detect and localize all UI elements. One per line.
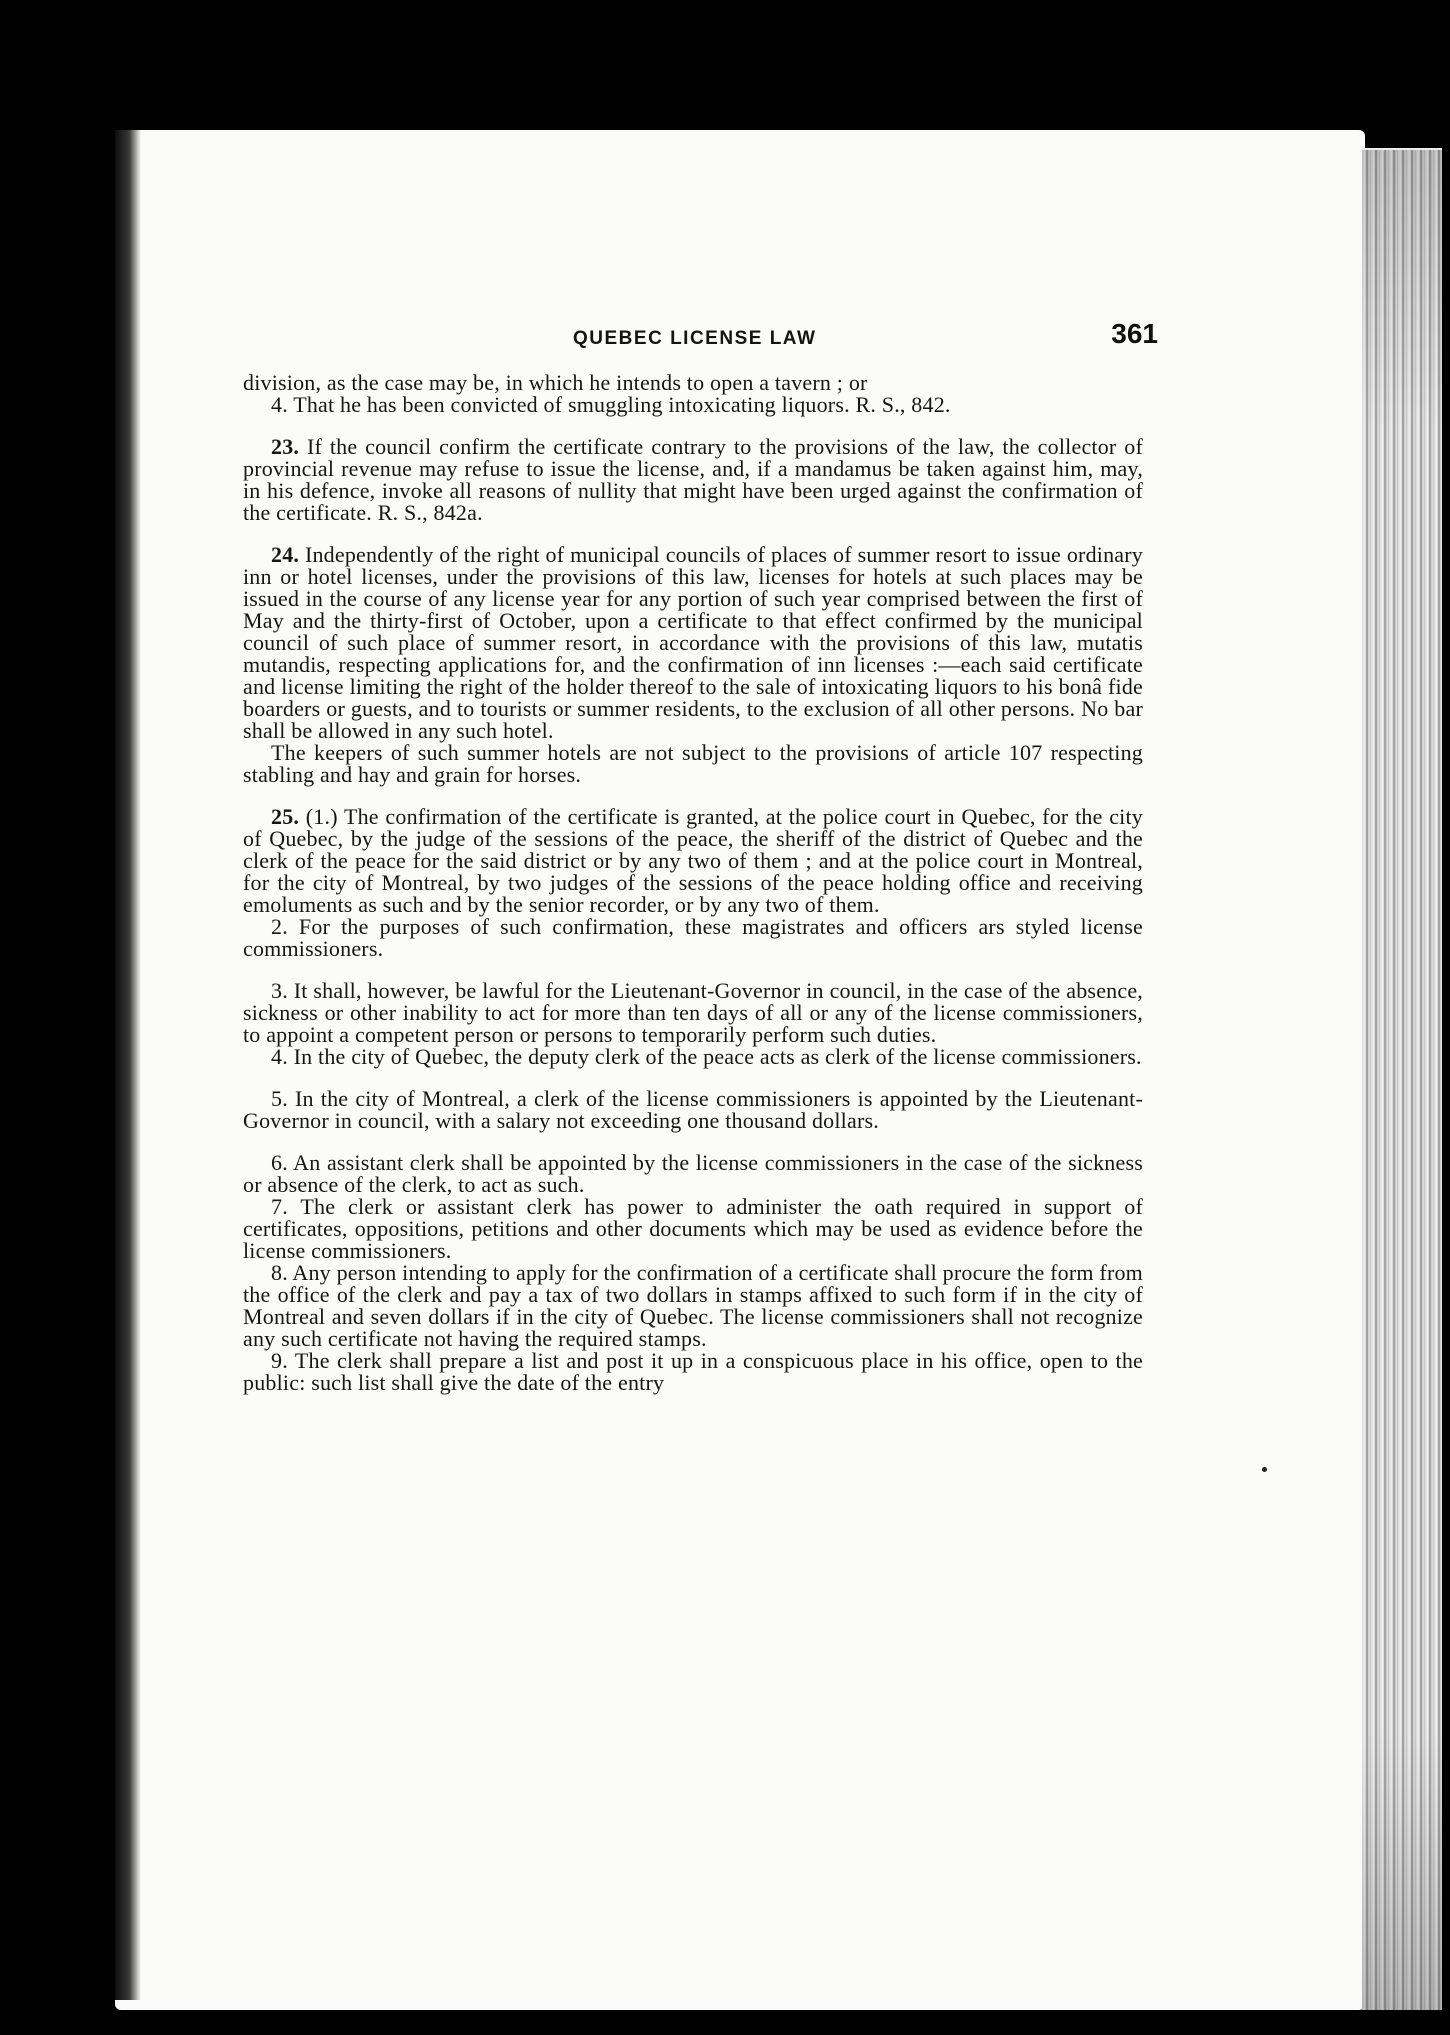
paragraph-text: Independently of the right of municipal councils of places of summer resort to issue ordinary inn or hotel licenses, under the provisions of this law, licenses for hotels at such places may be issued in the course of any license year for any portion of such year comprised between the first of May and the thirty-first of October, upon a certificate to that effect confirmed by the municipal council of such place of summer resort, in accordance with the provisions of this law, mutatis mutandis, respecting applications for, and the confirmation of inn licenses :—each said certificate and license limiting the right of the holder thereof to the sale of intoxicating liquors to his bonâ fide boarders or guests, and to tourists or summer residents, to the exclusion of all other persons. No bar shall be allowed in any such hotel. <box>243 542 1143 743</box>
paragraph-subsection <box>243 916 1143 960</box>
paragraph-text: If the council confirm the certificate contrary to the provisions of the law, the collector of provincial revenue may refuse to issue the license, and, if a mandamus be taken against him, may, in his defence, invoke all reasons of nullity that might have been urged against the confirmation of the certificate. R. S., 842a. <box>243 434 1143 525</box>
section-number: 25. <box>271 804 300 829</box>
paragraph-text: 3. It shall, however, be lawful for the Lieutenant-Governor in council, in the case of the absence, sickness or other inability to act for more than ten days of all or any of the license commissioners, to appoint a competent person or persons to temporarily perform such duties. <box>243 978 1143 1047</box>
paragraph-subsection <box>243 1350 1143 1394</box>
paragraph-text: 8. Any person intending to apply for the confirmation of a certificate shall procure the form from the office of the clerk and pay a tax of two dollars in stamps affixed to such form if in the city of Montreal and seven dollars if in the city of Quebec. The license commissioners shall not recognize any such certificate not having the required stamps. <box>243 1260 1143 1351</box>
page-number: 361 <box>1111 318 1158 349</box>
paragraph-text: 9. The clerk shall prepare a list and post it up in a conspicuous place in his office, open to the public: such list shall give the date of the entry <box>243 1348 1143 1395</box>
section-25 <box>243 806 1143 916</box>
page-header <box>243 318 1158 362</box>
paragraph-text: division, as the case may be, in which he intends to open a tavern ; or <box>243 370 868 395</box>
paragraph-text: 4. In the city of Quebec, the deputy clerk of the peace acts as clerk of the license commissioners. <box>271 1044 1142 1069</box>
section-number: 23. <box>271 434 300 459</box>
paragraph-subsection <box>243 1046 1143 1068</box>
section-number: 24. <box>271 542 300 567</box>
paragraph-subsection <box>243 1196 1143 1262</box>
paragraph-subsection <box>243 394 1143 416</box>
book-spine-shadow <box>115 130 141 2000</box>
section-24 <box>243 544 1143 742</box>
paragraph-subsection <box>243 742 1143 786</box>
section-23 <box>243 436 1143 524</box>
paragraph-subsection <box>243 980 1143 1046</box>
paragraph-subsection <box>243 1152 1143 1196</box>
paragraph-subsection <box>243 1262 1143 1350</box>
paragraph-text: (1.) The confirmation of the certificate is granted, at the police court in Quebec, for the city of Quebec, by the judge of the sessions of the peace, the sheriff of the district of Quebec and the clerk of the peace for the said district or by any two of them ; and at the police court in Montreal, for the city of Montreal, by two judges of the sessions of the peace holding office and receiving emoluments as such and by the senior recorder, or by any two of them. <box>243 804 1143 917</box>
paragraph-subsection <box>243 1088 1143 1132</box>
paragraph-text: The keepers of such summer hotels are not subject to the provisions of article 107 respecting stabling and hay and grain for horses. <box>243 740 1143 787</box>
running-head: QUEBEC LICENSE LAW <box>573 328 817 349</box>
body-text <box>243 372 1143 1394</box>
paragraph-text: 6. An assistant clerk shall be appointed by the license commissioners in the case of the sickness or absence of the clerk, to act as such. <box>243 1150 1143 1197</box>
paragraph-text: 2. For the purposes of such confirmation, these magistrates and officers ars styled license commissioners. <box>243 914 1143 961</box>
paragraph-continuation <box>243 372 1143 394</box>
ink-speck <box>1262 1467 1267 1472</box>
page-edges <box>1362 150 1442 2010</box>
paragraph-text: 4. That he has been convicted of smuggling intoxicating liquors. R. S., 842. <box>271 392 951 417</box>
paragraph-text: 7. The clerk or assistant clerk has power to administer the oath required in support of certificates, oppositions, petitions and other documents which may be used as evidence before the license commissioners. <box>243 1194 1143 1263</box>
paragraph-text: 5. In the city of Montreal, a clerk of the license commissioners is appointed by the Lieutenant-Governor in council, with a salary not exceeding one thousand dollars. <box>243 1086 1143 1133</box>
